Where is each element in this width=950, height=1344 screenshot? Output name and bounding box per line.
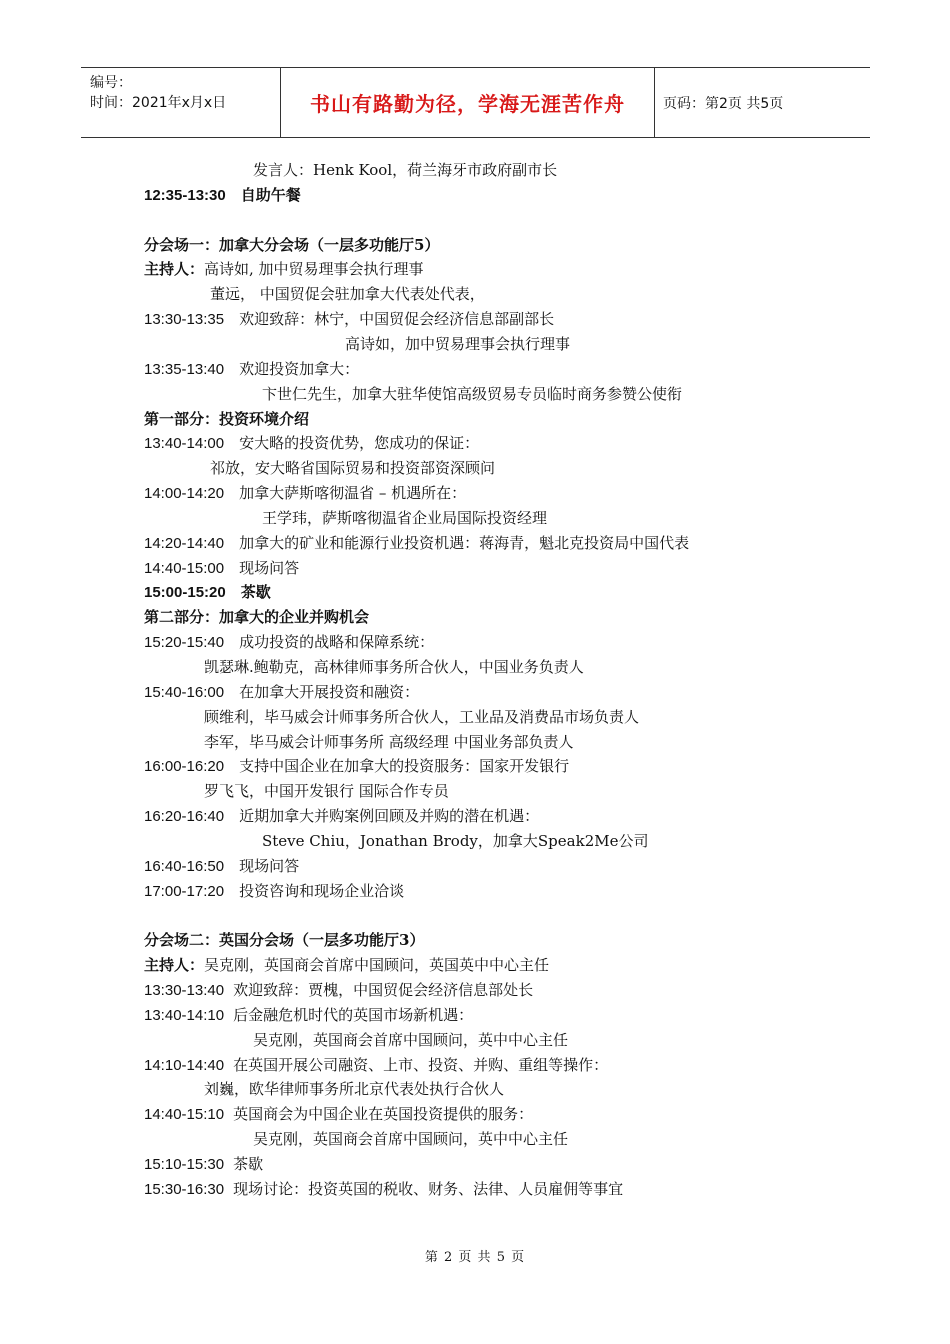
date-label: 时间：2021年x月x日 <box>90 95 227 111</box>
agenda-item <box>144 185 301 206</box>
line-text: 高诗如，加中贸易理事会执行理事 <box>345 335 571 353</box>
time-slot: 13:40-14:00 <box>144 435 225 452</box>
agenda-item <box>144 682 419 703</box>
line-text: 茶歇 <box>233 1155 264 1173</box>
agenda-line <box>262 831 648 851</box>
agenda-item <box>144 856 299 877</box>
time-slot: 16:40-16:50 <box>144 858 225 875</box>
time-slot: 12:35-13:30 <box>144 187 226 204</box>
time-slot: 17:00-17:20 <box>144 883 225 900</box>
line-text: 加拿大的矿业和能源行业投资机遇：蒋海青，魁北克投资局中国代表 <box>239 534 690 552</box>
section-heading <box>144 930 424 950</box>
line-text: 投资咨询和现场企业洽谈 <box>239 882 405 900</box>
agenda-line <box>204 732 574 752</box>
line-text: 欢迎致辞：林宁，中国贸促会经济信息部副部长 <box>239 310 555 328</box>
agenda-line <box>262 384 682 404</box>
time-slot: 16:20-16:40 <box>144 808 225 825</box>
line-text: 在英国开展公司融资、上市、投资、并购、重组等操作： <box>233 1056 609 1074</box>
agenda-line <box>345 334 570 354</box>
agenda-line <box>204 707 639 727</box>
line-text: 成功投资的战略和保障系统： <box>239 633 435 651</box>
agenda-line <box>204 781 449 801</box>
line-text: 后金融危机时代的英国市场新机遇： <box>233 1006 474 1024</box>
agenda-item <box>144 309 554 330</box>
agenda-item <box>144 632 434 653</box>
agenda-item <box>144 1104 533 1125</box>
agenda-item <box>144 359 359 380</box>
time-slot: 14:20-14:40 <box>144 535 225 552</box>
time-slot: 14:10-14:40 <box>144 1057 225 1074</box>
line-text: 吴克刚，英国商会首席中国顾问，英中中心主任 <box>253 1031 569 1049</box>
agenda-line <box>253 1030 568 1050</box>
agenda-line <box>144 259 424 279</box>
agenda-line <box>253 160 557 180</box>
line-text: 分会场一：加拿大分会场（一层多功能厅5） <box>144 236 440 254</box>
agenda-item <box>144 1179 623 1200</box>
agenda-item <box>144 483 466 504</box>
line-text: 祁放，安大略省国际贸易和投资部资深顾问 <box>210 459 496 477</box>
agenda-item <box>144 1154 263 1175</box>
line-text: 加拿大萨斯喀彻温省 – 机遇所在： <box>239 484 467 502</box>
agenda-line <box>262 508 547 528</box>
line-text: 刘巍，欧华律师事务所北京代表处执行合伙人 <box>204 1080 505 1098</box>
agenda-item <box>144 1055 608 1076</box>
line-text: 英国商会为中国企业在英国投资提供的服务： <box>233 1105 534 1123</box>
line-text: 董远， 中国贸促会驻加拿大代表处代表， <box>210 285 485 303</box>
line-text: 茶歇 <box>240 583 271 601</box>
time-slot: 15:20-15:40 <box>144 634 225 651</box>
agenda-item <box>144 881 404 902</box>
line-text: 凯瑟琳.鲍勒克，高林律师事务所合伙人，中国业务负责人 <box>204 658 584 676</box>
line-text: 分会场二：英国分会场（一层多功能厅3） <box>144 931 425 949</box>
page-header <box>81 67 870 138</box>
section-heading <box>144 235 439 255</box>
line-text: 自助午餐 <box>240 186 301 204</box>
line-text: 欢迎致辞：贾槐，中国贸促会经济信息部处长 <box>233 981 534 999</box>
line-text: 现场问答 <box>239 559 300 577</box>
time-slot: 13:30-13:35 <box>144 311 225 328</box>
host-label: 主持人： <box>144 260 205 278</box>
agenda-item <box>144 1005 473 1026</box>
time-slot: 14:40-15:10 <box>144 1106 225 1123</box>
line-text: 王学玮，萨斯喀彻温省企业局国际投资经理 <box>262 509 548 527</box>
agenda-line <box>253 1129 568 1149</box>
time-slot: 15:00-15:20 <box>144 584 226 601</box>
line-text: 李军，毕马威会计师事务所 高级经理 中国业务部负责人 <box>204 733 574 751</box>
line-text: 支持中国企业在加拿大的投资服务：国家开发银行 <box>239 757 570 775</box>
agenda-item <box>144 433 479 454</box>
line-text: 现场问答 <box>239 857 300 875</box>
agenda-item <box>144 756 569 777</box>
line-text: Steve Chiu，Jonathan Brody，加拿大Speak2Me公司 <box>262 832 649 850</box>
agenda-line <box>210 284 485 304</box>
agenda-item <box>144 980 533 1001</box>
line-text: 吴克刚，英国商会首席中国顾问，英国英中中心主任 <box>204 956 550 974</box>
time-slot: 13:30-13:40 <box>144 982 225 999</box>
section-heading <box>144 607 369 627</box>
line-text: 高诗如, 加中贸易理事会执行理事 <box>204 260 424 278</box>
header-motto: 书山有路勤为径，学海无涯苦作舟 <box>280 68 655 137</box>
line-text: 在加拿大开展投资和融资： <box>239 683 420 701</box>
agenda-item <box>144 582 271 603</box>
line-text: 第二部分：加拿大的企业并购机会 <box>144 608 370 626</box>
line-text: 吴克刚，英国商会首席中国顾问，英中中心主任 <box>253 1130 569 1148</box>
time-slot: 13:35-13:40 <box>144 361 225 378</box>
line-text: 安大略的投资优势，您成功的保证： <box>239 434 480 452</box>
line-text: 发言人：Henk Kool，荷兰海牙市政府副市长 <box>253 161 558 179</box>
page-footer: 第 2 页 共 5 页 <box>424 1250 526 1265</box>
time-slot: 15:40-16:00 <box>144 684 225 701</box>
time-slot: 15:10-15:30 <box>144 1156 225 1173</box>
agenda-line <box>210 458 495 478</box>
line-text: 欢迎投资加拿大： <box>239 360 360 378</box>
host-label: 主持人： <box>144 956 205 974</box>
agenda-item <box>144 533 689 554</box>
line-text: 第一部分：投资环境介绍 <box>144 410 310 428</box>
time-slot: 14:40-15:00 <box>144 560 225 577</box>
header-page-label: 页码：第2页 共5页 <box>663 95 784 112</box>
section-heading <box>144 409 309 429</box>
agenda-item <box>144 806 539 827</box>
header-info-cell <box>81 68 280 137</box>
time-slot: 15:30-16:30 <box>144 1181 225 1198</box>
agenda-line <box>204 1079 504 1099</box>
time-slot: 13:40-14:10 <box>144 1007 225 1024</box>
line-text: 卞世仁先生，加拿大驻华使馆高级贸易专员临时商务参赞公使衔 <box>262 385 683 403</box>
doc-number-label: 编号： <box>90 75 132 91</box>
line-text: 现场讨论：投资英国的税收、财务、法律、人员雇佣等事宜 <box>233 1180 624 1198</box>
time-slot: 14:00-14:20 <box>144 485 225 502</box>
agenda-line <box>144 955 549 975</box>
line-text: 罗飞飞，中国开发银行 国际合作专员 <box>204 782 449 800</box>
agenda-item <box>144 558 299 579</box>
time-slot: 16:00-16:20 <box>144 758 225 775</box>
agenda-line <box>204 657 584 677</box>
line-text: 顾维利，毕马威会计师事务所合伙人，工业品及消费品市场负责人 <box>204 708 640 726</box>
line-text: 近期加拿大并购案例回顾及并购的潜在机遇： <box>239 807 540 825</box>
